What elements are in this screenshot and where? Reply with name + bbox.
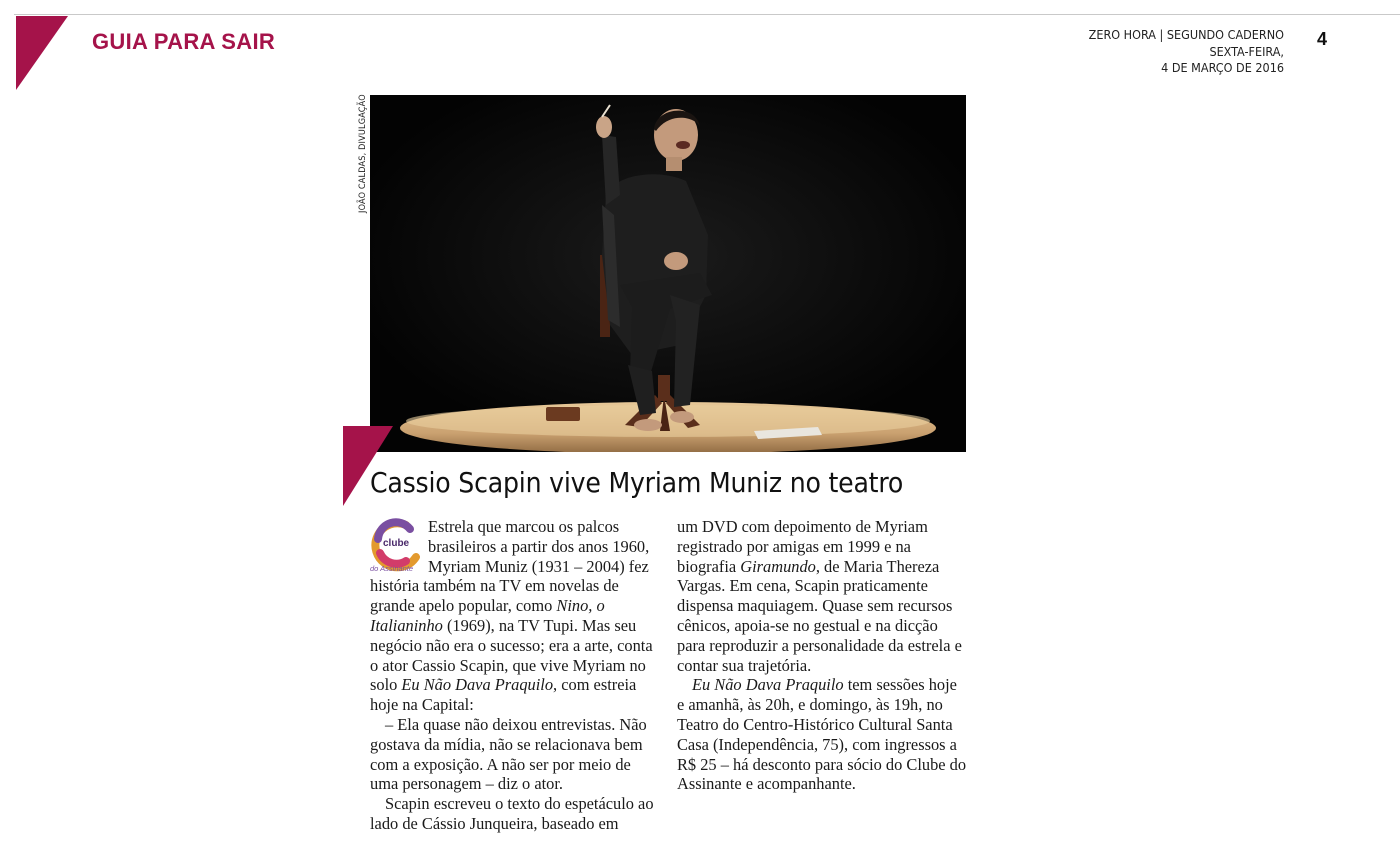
paragraph: Estrela que marcou os palcos brasileiros a partir dos anos 1960, Myriam Muniz (1931 – 2004) fez história também na TV em novelas de grande apelo popular, como Nino, o Italianinho (1969), na TV Tupi. Mas seu negócio não era o sucesso; era a arte, conta o ator Cassio Scapin, que vive Myriam no solo Eu Não Dava Praquilo, com estreia hoje na Capital:: [370, 517, 653, 715]
logo-text-clube: clube: [383, 538, 410, 549]
paragraph-quote: – Ela quase não deixou entrevistas. Não gostava da mídia, não se relacionava bem com a exposição. A não ser por meio de uma personagem – diz o ator.: [370, 714, 647, 794]
masthead-date: 4 DE MARÇO DE 2016: [1161, 60, 1284, 75]
masthead: [1089, 27, 1284, 77]
article-photo: [370, 95, 966, 452]
masthead-publication: ZERO HORA | SEGUNDO CADERNO: [1088, 27, 1284, 42]
paragraph: Scapin escreveu o texto do espetáculo ao lado de Cássio Junqueira, baseado em: [370, 794, 654, 833]
clube-do-assinante-logo: [370, 517, 422, 575]
article-column-1: [370, 517, 662, 834]
article-headline: Cassio Scapin vive Myriam Muniz no teatro: [370, 466, 904, 499]
top-rule: [14, 14, 1400, 15]
page-number: 4: [1317, 29, 1328, 49]
article-column-2: [677, 517, 967, 794]
masthead-weekday: SEXTA-FEIRA,: [1209, 43, 1284, 59]
section-corner-triangle: [16, 16, 68, 90]
paragraph: um DVD com depoimento de Myriam registrado por amigas em 1999 e na biografia Giramundo, de Maria Thereza Vargas. Em cena, Scapin praticamente dispensa maquiagem. Quase sem recursos cênicos, apoia-se no gestual e na dicção para reproduzir a personalidade da estrela e contar sua trajetória.: [677, 517, 962, 675]
paragraph-showtimes: Eu Não Dava Praquilo tem sessões hoje e amanhã, às 20h, e domingo, às 19h, no Teatro do Centro-Histórico Cultural Santa Casa (Independência, 75), com ingressos a R$ 25 – há desconto para sócio do Clube do Assinante e acompanhante.: [677, 675, 967, 794]
stage-photo-illustration: [370, 95, 966, 452]
logo-text-assinante: do Assinante: [370, 564, 414, 573]
section-title: GUIA PARA SAIR: [92, 29, 276, 54]
photo-credit: [356, 95, 368, 215]
photo-credit-text: JOÃO CALDAS, DIVULGAÇÃO: [358, 94, 368, 213]
